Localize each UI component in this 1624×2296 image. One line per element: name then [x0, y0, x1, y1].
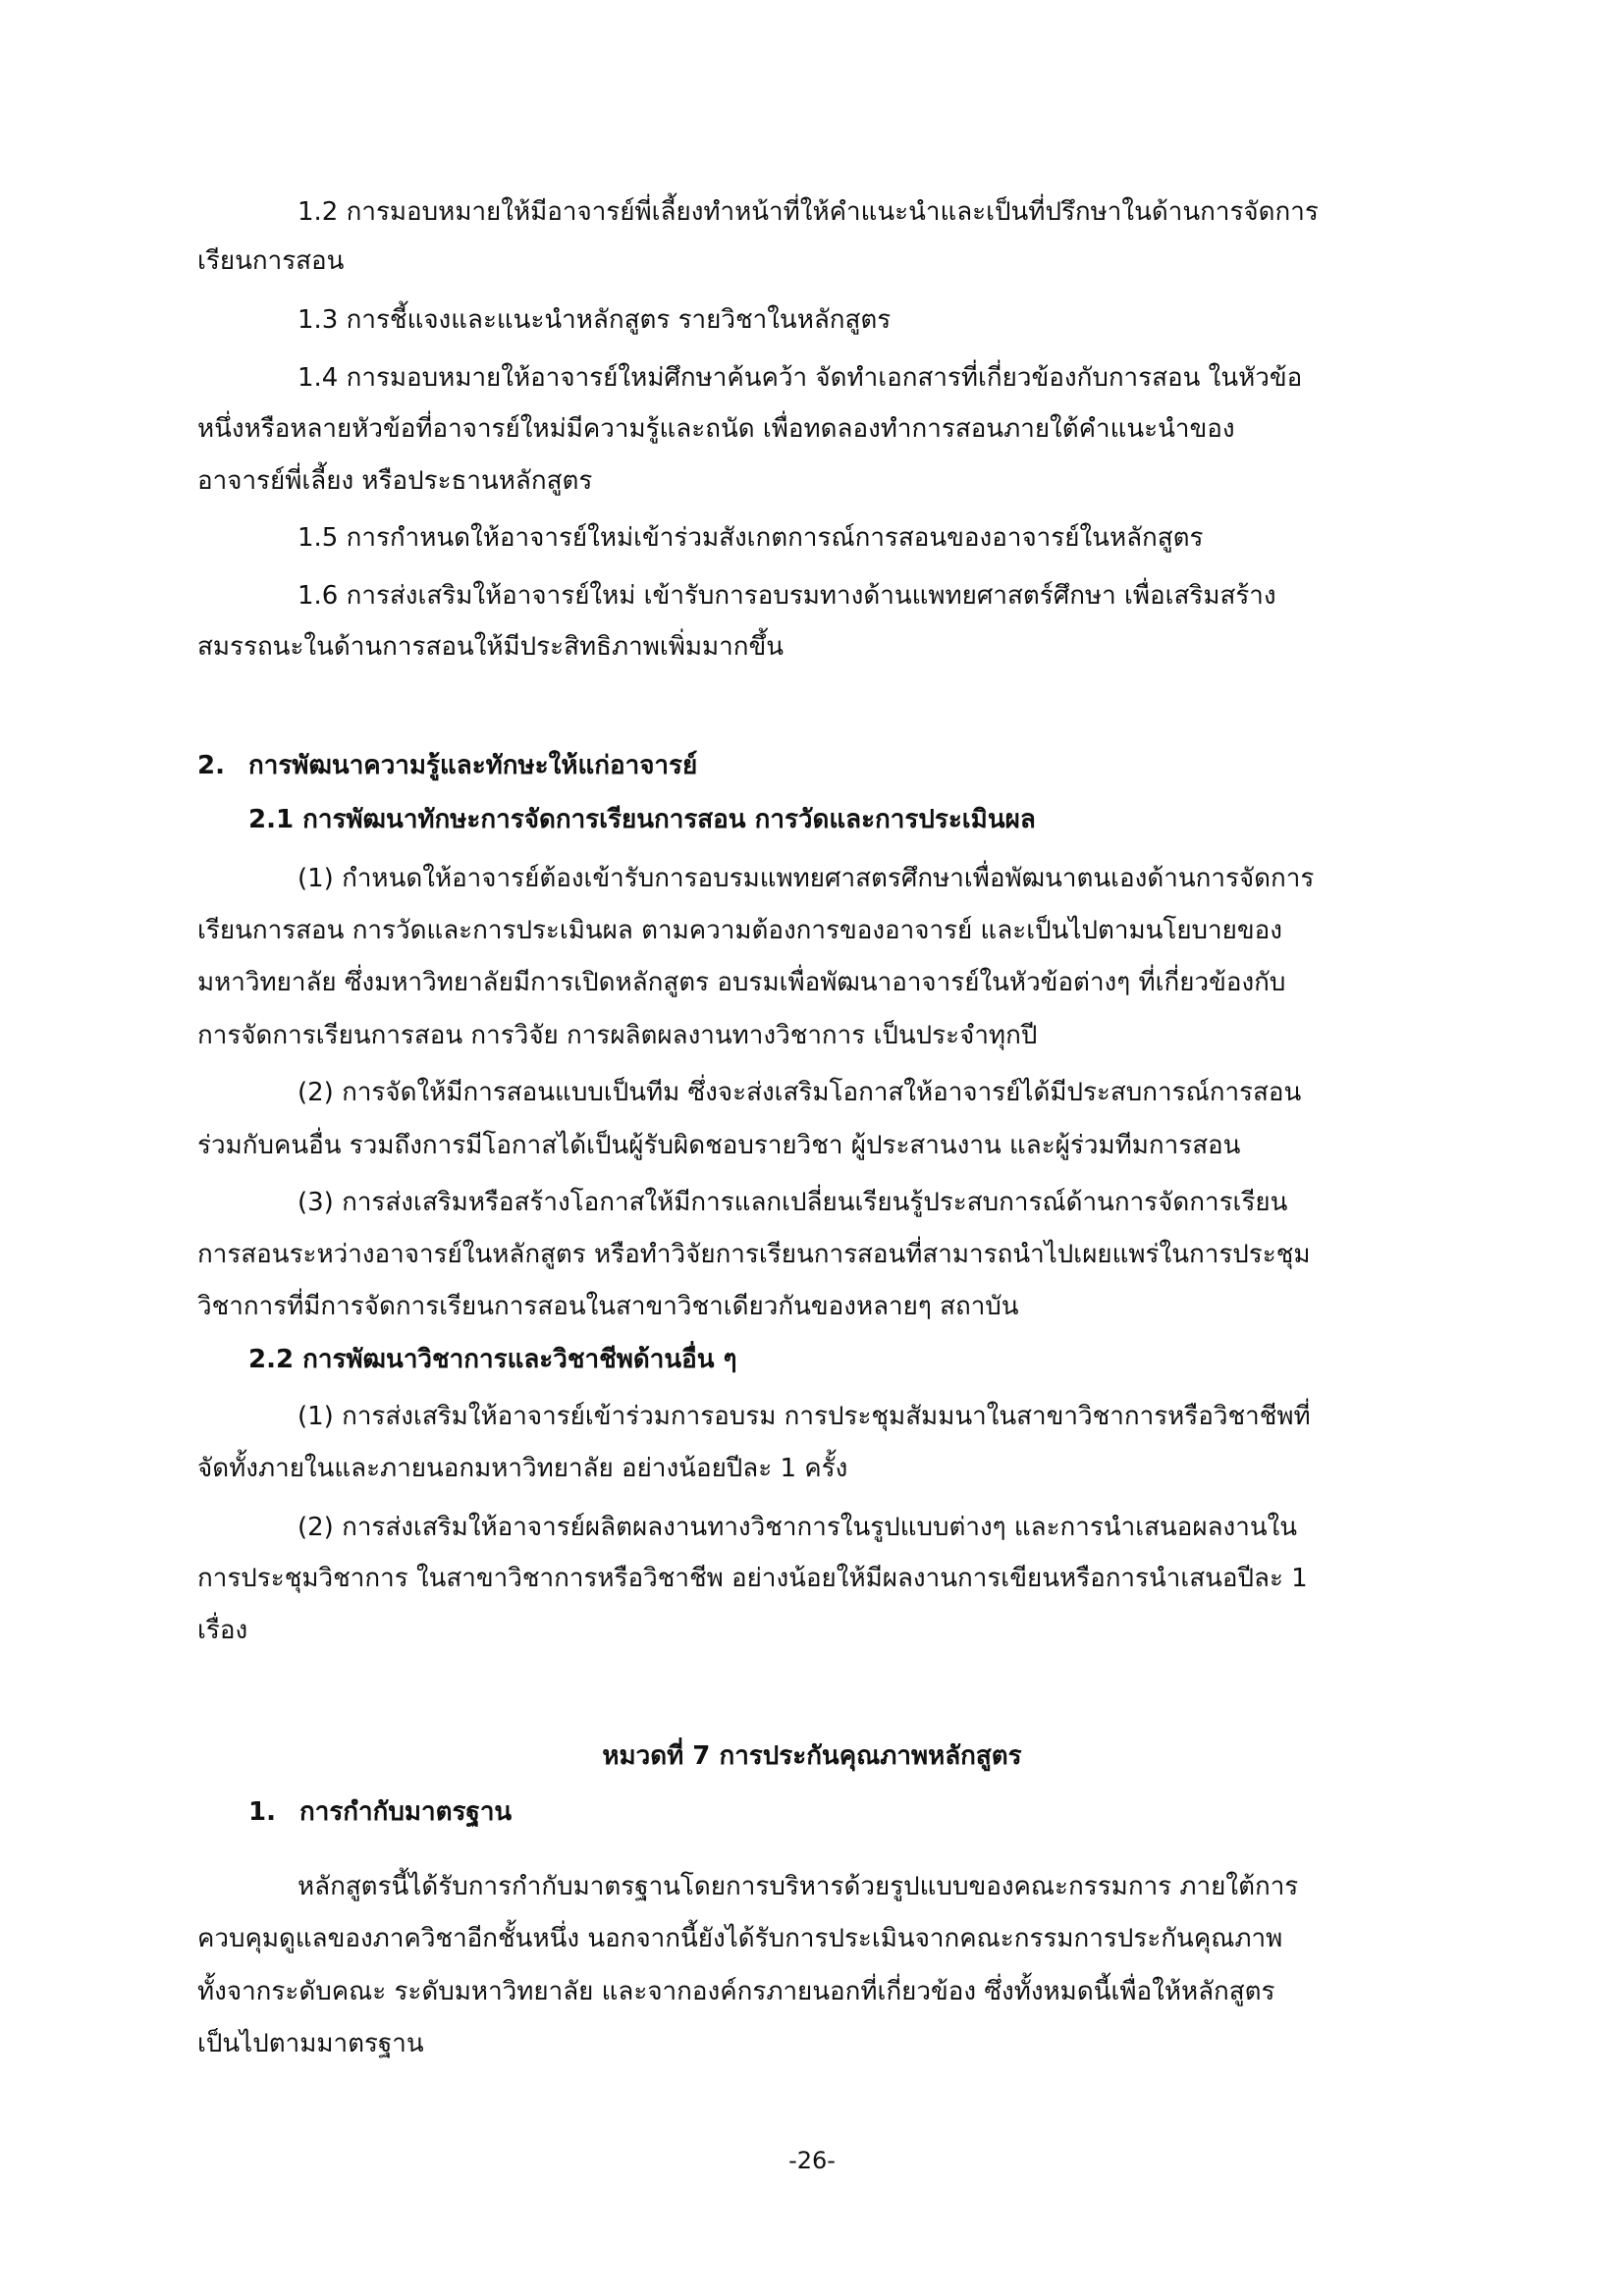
s2-2-p2-line-2: การประชุมวิชาการ ในสาขาวิชาการหรือวิชาชีพ อย่างน้อยให้มีผลงานการเขียนหรือการนำเสนอปีละ 1	[197, 1564, 1308, 1593]
section-2-heading	[197, 747, 1435, 784]
chapter-7-title: หมวดที่ 7 การประกันคุณภาพหลักสูตร	[602, 1741, 1022, 1771]
page-number: -26-	[788, 2147, 836, 2174]
s2-2-p2-line-1: (2) การส่งเสริมให้อาจารย์ผลิตผลงานทางวิชาการในรูปแบบต่างๆ และการนำเสนอผลงานใน	[298, 1513, 1298, 1542]
s2-2-p1-line-1: (1) การส่งเสริมให้อาจารย์เข้าร่วมการอบรม การประชุมสัมมนาในสาขาวิชาการหรือวิชาชีพที่	[298, 1402, 1311, 1431]
s2-1-p1-line-4: การจัดการเรียนการสอน การวิจัย การผลิตผลงานทางวิชาการ เป็นประจำทุกปี	[197, 1021, 1038, 1050]
s2-1-p3-line-3: วิชาการที่มีการจัดการเรียนการสอนในสาขาวิชาเดียวกันของหลายๆ สถาบัน	[197, 1292, 1019, 1321]
subsection-2-2-heading: 2.2 การพัฒนาวิชาการและวิชาชีพด้านอื่น ๆ	[248, 1345, 737, 1374]
s2-2-p2-line-3: เรื่อง	[197, 1616, 248, 1645]
s2-1-p1-line-1: (1) กำหนดให้อาจารย์ต้องเข้ารับการอบรมแพทยศาสตรศึกษาเพื่อพัฒนาตนเองด้านการจัดการ	[298, 864, 1315, 893]
item-1-2-line-2: เรียนการสอน	[197, 246, 345, 276]
ch7-p-line-3: ทั้งจากระดับคณะ ระดับมหาวิทยาลัย และจากองค์กรภายนอกที่เกี่ยวข้อง ซึ่งทั้งหมดนี้เพื่อให้หลักสูตร	[197, 1977, 1275, 2006]
chapter-7-section-1-number: 1.	[248, 1797, 276, 1827]
s2-1-p2-line-1: (2) การจัดให้มีการสอนแบบเป็นทีม ซึ่งจะส่งเสริมโอกาสให้อาจารย์ได้มีประสบการณ์การสอน	[298, 1078, 1302, 1107]
subsection-2-1-heading: 2.1 การพัฒนาทักษะการจัดการเรียนการสอน การวัดและการประเมินผล	[248, 805, 1036, 834]
section-2-number: 2.	[197, 751, 225, 780]
s2-1-p2-line-2: ร่วมกับคนอื่น รวมถึงการมีโอกาสได้เป็นผู้รับผิดชอบรายวิชา ผู้ประสานงาน และผู้ร่วมทีมการสอน	[197, 1131, 1241, 1160]
section-2-title: การพัฒนาความรู้และทักษะให้แก่อาจารย์	[248, 751, 698, 780]
chapter-7-section-1-heading	[248, 1793, 1486, 1831]
item-1-6-line-2: สมรรถนะในด้านการสอนให้มีประสิทธิภาพเพิ่มมากขึ้น	[197, 632, 785, 662]
chapter-7-section-1-title: การกำกับมาตรฐาน	[299, 1797, 513, 1827]
ch7-p-line-1: หลักสูตรนี้ได้รับการกำกับมาตรฐานโดยการบริหารด้วยรูปแบบของคณะกรรมการ ภายใต้การ	[298, 1872, 1299, 1901]
item-1-4-line-1: 1.4 การมอบหมายให้อาจารย์ใหม่ศึกษาค้นคว้า จัดทำเอกสารที่เกี่ยวข้องกับการสอน ในหัวข้อ	[298, 363, 1303, 393]
s2-2-p1-line-2: จัดทั้งภายในและภายนอกมหาวิทยาลัย อย่างน้อยปีละ 1 ครั้ง	[197, 1454, 848, 1483]
ch7-p-line-2: ควบคุมดูแลของภาควิชาอีกชั้นหนึ่ง นอกจากนี้ยังได้รับการประเมินจากคณะกรรมการประกันคุณภาพ	[197, 1924, 1283, 1953]
s2-1-p3-line-2: การสอนระหว่างอาจารย์ในหลักสูตร หรือทำวิจัยการเรียนการสอนที่สามารถนำไปเผยแพร่ในการประชุม	[197, 1240, 1311, 1269]
s2-1-p1-line-2: เรียนการสอน การวัดและการประเมินผล ตามความต้องการของอาจารย์ และเป็นไปตามนโยบายของ	[197, 916, 1282, 945]
item-1-6-line-1: 1.6 การส่งเสริมให้อาจารย์ใหม่ เข้ารับการอบรมทางด้านแพทยศาสตร์ศึกษา เพื่อเสริมสร้าง	[298, 581, 1276, 611]
item-1-2-line-1: 1.2 การมอบหมายให้มีอาจารย์พี่เลี้ยงทำหน้าที่ให้คำแนะนำและเป็นที่ปรึกษาในด้านการจัดการ	[298, 197, 1319, 227]
s2-1-p3-line-1: (3) การส่งเสริมหรือสร้างโอกาสให้มีการแลกเปลี่ยนเรียนรู้ประสบการณ์ด้านการจัดการเรียน	[298, 1188, 1288, 1217]
ch7-p-line-4: เป็นไปตามมาตรฐาน	[197, 2029, 424, 2058]
item-1-3: 1.3 การชี้แจงและแนะนำหลักสูตร รายวิชาในหลักสูตร	[298, 305, 892, 335]
item-1-4-line-3: อาจารย์พี่เลี้ยง หรือประธานหลักสูตร	[197, 466, 593, 496]
item-1-5: 1.5 การกำหนดให้อาจารย์ใหม่เข้าร่วมสังเกตการณ์การสอนของอาจารย์ในหลักสูตร	[298, 523, 1204, 553]
item-1-4-line-2: หนึ่งหรือหลายหัวข้อที่อาจารย์ใหม่มีความรู้และถนัด เพื่อทดลองทำการสอนภายใต้คำแนะนำของ	[197, 414, 1235, 444]
s2-1-p1-line-3: มหาวิทยาลัย ซึ่งมหาวิทยาลัยมีการเปิดหลักสูตร อบรมเพื่อพัฒนาอาจารย์ในหัวข้อต่างๆ ที่เกี่ยวข้องกับ	[197, 968, 1286, 997]
